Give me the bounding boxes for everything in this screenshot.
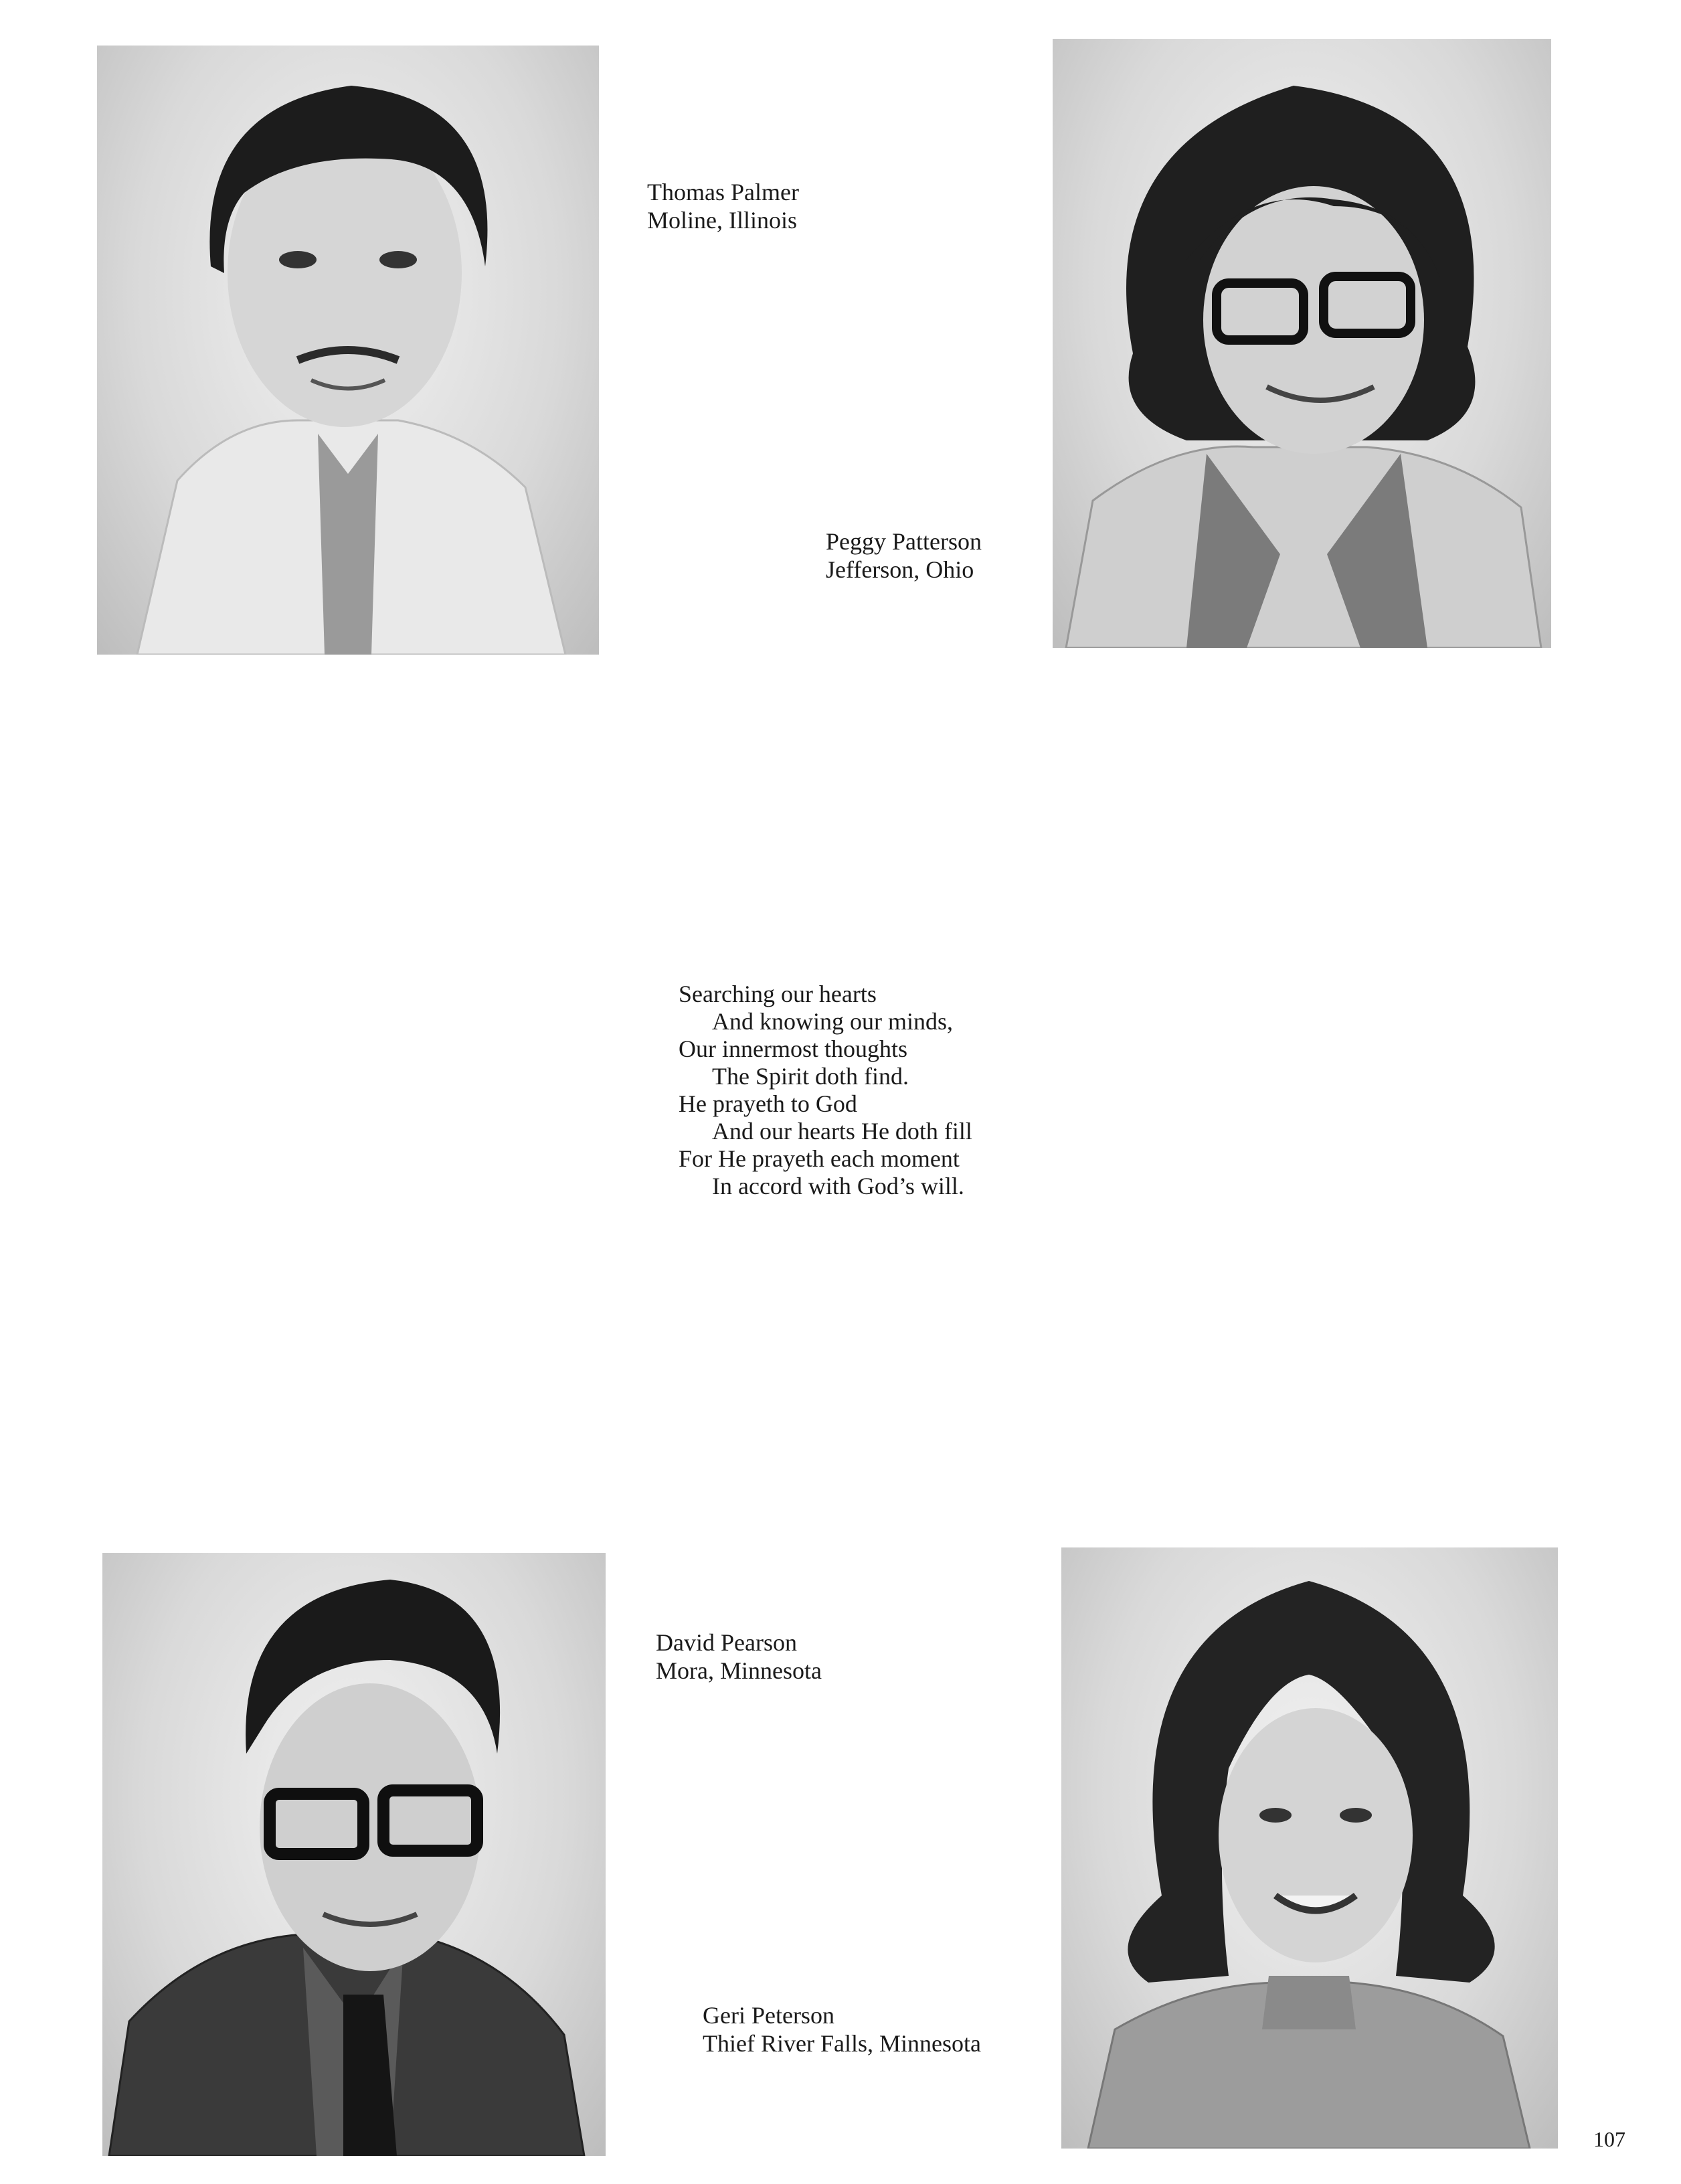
portrait-photo-david-pearson (102, 1553, 606, 2156)
portrait-caption-peggy-patterson (826, 527, 982, 584)
portrait-name: Thomas Palmer (647, 179, 799, 205)
poem-line: In accord with God’s will. (712, 1173, 964, 1199)
portrait-hometown: Mora, Minnesota (656, 1657, 822, 1684)
portrait-caption-geri-peterson (703, 2001, 981, 2057)
portrait-caption-thomas-palmer (647, 178, 799, 234)
poem-line: Searching our hearts (679, 981, 877, 1007)
portrait-photo-geri-peterson (1061, 1547, 1558, 2149)
portrait-hometown: Jefferson, Ohio (826, 556, 974, 583)
portrait-photo-peggy-patterson (1053, 39, 1551, 648)
poem-line: For He prayeth each moment (679, 1145, 960, 1172)
page-number: 107 (1593, 2127, 1625, 2151)
portrait-hometown: Thief River Falls, Minnesota (703, 2030, 981, 2057)
poem-line: Our innermost thoughts (679, 1035, 907, 1062)
poem-line: He prayeth to God (679, 1090, 857, 1117)
poem-line: And our hearts He doth fill (712, 1118, 972, 1145)
portrait-name: Geri Peterson (703, 2002, 834, 2029)
poem-line: And knowing our minds, (712, 1008, 953, 1035)
portrait-hometown: Moline, Illinois (647, 207, 797, 234)
poem-line: The Spirit doth find. (712, 1063, 909, 1090)
portrait-photo-thomas-palmer (97, 46, 599, 655)
portrait-caption-david-pearson (656, 1628, 822, 1685)
portrait-name: David Pearson (656, 1629, 797, 1656)
poem (679, 981, 972, 1200)
portrait-name: Peggy Patterson (826, 528, 982, 555)
